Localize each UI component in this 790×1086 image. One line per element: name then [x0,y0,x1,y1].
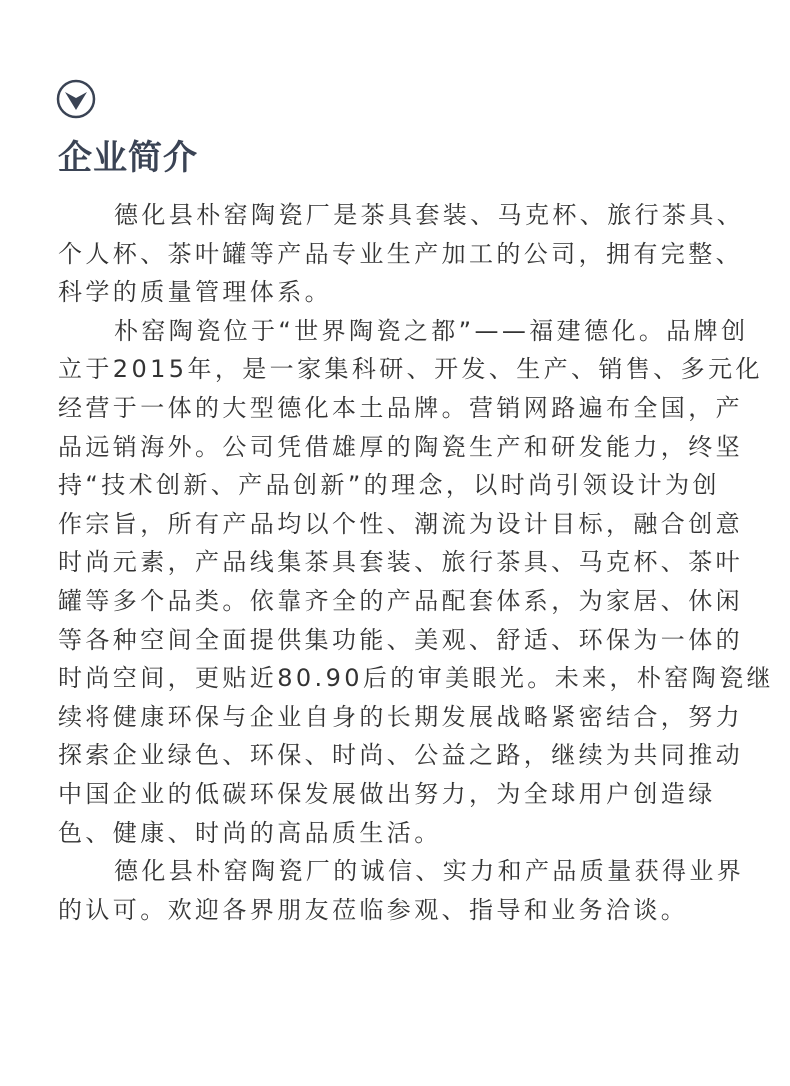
paragraph [58,196,748,312]
paragraph-line: 经营于一体的大型德化本土品牌。营销网路遍布全国，产 [58,393,743,422]
page-title: 企业简介 [58,138,198,178]
chevron-down-circle-icon [56,79,96,119]
paragraph-line: 朴窑陶瓷位于“世界陶瓷之都”——福建德化。品牌创 [114,316,749,345]
paragraph-line: 的认可。欢迎各界朋友莅临参观、指导和业务洽谈。 [58,895,689,924]
paragraph-line: 品远销海外。公司凭借雄厚的陶瓷生产和研发能力，终坚 [58,432,743,461]
paragraph-line: 个人杯、茶叶罐等产品专业生产加工的公司，拥有完整、 [58,239,743,268]
paragraph-line: 罐等多个品类。依靠齐全的产品配套体系，为家居、休闲 [58,586,743,615]
paragraph-line: 等各种空间全面提供集功能、美观、舒适、环保为一体的 [58,625,743,654]
paragraph-line: 时尚空间，更贴近80.90后的审美眼光。未来，朴窑陶瓷继 [58,664,774,693]
paragraph [58,852,748,929]
company-intro-body [58,196,774,929]
paragraph-line: 持“技术创新、产品创新”的理念，以时尚引领设计为创 [58,471,720,500]
paragraph-line: 时尚元素，产品线集茶具套装、旅行茶具、马克杯、茶叶 [58,548,743,577]
paragraph-line: 中国企业的低碳环保发展做出努力，为全球用户创造绿 [58,779,716,808]
paragraph-line: 立于2015年，是一家集科研、开发、生产、销售、多元化 [58,355,763,384]
paragraph-line: 作宗旨，所有产品均以个性、潮流为设计目标，融合创意 [58,509,743,538]
paragraph-line: 续将健康环保与企业自身的长期发展战略紧密结合，努力 [58,702,743,731]
paragraph-line: 色、健康、时尚的高品质生活。 [58,818,442,847]
paragraph-line: 探索企业绿色、环保、时尚、公益之路，继续为共同推动 [58,741,743,770]
paragraph-line: 德化县朴窑陶瓷厂是茶具套装、马克杯、旅行茶具、 [114,201,745,229]
paragraph [58,312,774,852]
paragraph-line: 科学的质量管理体系。 [58,278,332,307]
paragraph-line: 德化县朴窑陶瓷厂的诚信、实力和产品质量获得业界 [114,857,745,886]
